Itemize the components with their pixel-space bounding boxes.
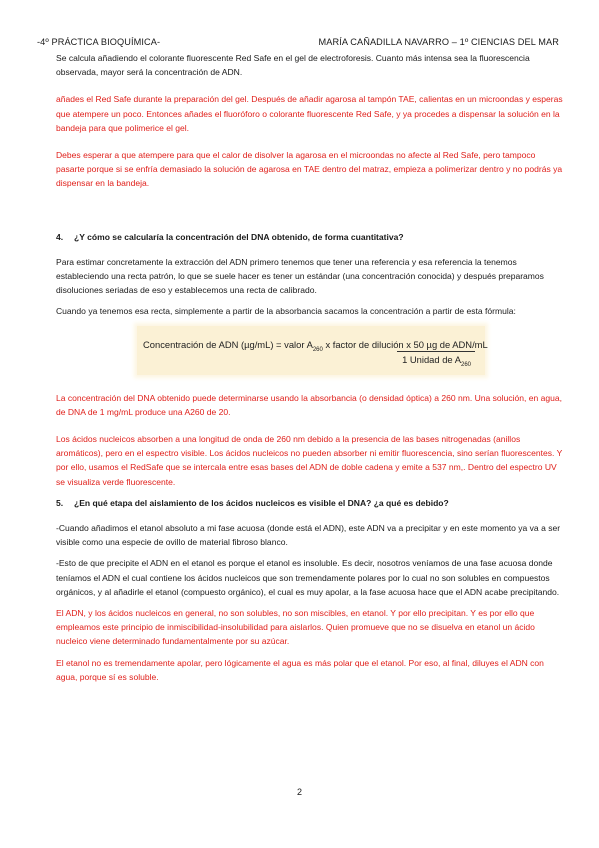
q4-red-paragraph-1: La concentración del DNA obtenido puede determinarse usando la absorbancia (o densidad óptica) a 260 nm. Una solución, en agua, de DNA de 1 mg/mL produce una A260 de 20. [56,392,563,417]
question-4 [56,230,566,244]
formula-numerator: Concentración de ADN (µg/mL) = valor $A_{260}$ x factor de dilución x 50 µg de ADN/mL [143,338,488,353]
question-5 [56,496,566,510]
question-4-number: 4. [56,231,64,242]
intro-paragraph: Se calcula añadiendo el colorante fluorescente Red Safe en el gel de electroforesis. Cuanto más intensa sea la fluorescencia observada, mayor será la concentración de ADN. [56,53,530,78]
question-5-number: 5. [56,497,64,508]
q4-paragraph-1: Para estimar concretamente la extracción del ADN primero tenemos que tener una referencia y esa referencia la tenemos estableciendo una recta patrón, lo que se suele hacer es tener un estándar (una concentración conocida) y después preparamos disoluciones seriadas de eso y establecemos una recta de calibrado. [56,256,544,296]
q5-red-paragraph-1: El ADN, y los ácidos nucleicos en general, no son solubles, no son miscibles, en etanol. Y por ello precipitan. Y es por ello que empleamos este principio de inmiscibilidad-insolubilidad para aislarlos. Quien promueve que no se disuelva en etanol un ácido nucleico viene determinado fundamentalmente por su azúcar. [56,608,535,647]
concentration-formula [137,326,488,375]
header-author: MARÍA CAÑADILLA NAVARRO – 1º CIENCIAS DEL MAR [318,37,559,47]
formula-denominator: 1 Unidad de $A_{260}$ [402,353,471,368]
q5-paragraph-1: -Cuando añadimos el etanol absoluto a mi fase acuosa (donde está el ADN), este ADN va a precipitar y en este momento ya va a ser visible como una especie de ovillo de material fibroso blanco. [56,523,561,548]
page-number: 2 [296,787,302,797]
q4-red-paragraph-2: Los ácidos nucleicos absorben a una longitud de onda de 260 nm debido a la presencia de las bases nitrogenadas (anillos aromáticos), pero en el espectro visible. Los ácidos nucleicos no pueden absorber ni emitir fluorescencia, sino serían fluorescentes. Y por ello, usamos el RedSafe que se intercala entre esas bases del ADN de doble cadena y emite a 537 nm,. Dentro del espectro UV se visualiza verde fluorescente. [56,434,563,487]
answer-temper-paragraph: Debes esperar a que atempere para que el calor de disolver la agarosa en el microondas no afecte al Red Safe, pero tampoco pasarte porque si se enfría demasiado la solución de agarosa en TAE dentro del matraz, empieza a polimerizar dentro y no podrás ya dispensar en la bandeja. [56,150,563,189]
question-4-text: ¿Y cómo se calcularía la concentración del DNA obtenido, de forma cuantitativa? [74,231,404,242]
q4-paragraph-2: Cuando ya tenemos esa recta, simplemente a partir de la absorbancia sacamos la concentración a partir de esta fórmula: [56,306,516,317]
q5-paragraph-2: -Esto de que precipite el ADN en el etanol es porque el etanol es insoluble. Es decir, nosotros veníamos de una fase acuosa donde teníamos el ADN el cual contiene los ácidos nucleicos que son tremendamente polares por lo cual no son solubles en compuestos orgánicos, y al añadirle el etanol (compuesto orgánico), el cual es muy apolar, a la fase acuosa hace que el ADN acabe precipitando. [56,558,560,597]
question-5-text: ¿En qué etapa del aislamiento de los ácidos nucleicos es visible el DNA? ¿a qué es debido? [74,497,449,508]
q5-red-paragraph-2: El etanol no es tremendamente apolar, pero lógicamente el agua es más polar que el etanol. Por eso, al final, diluyes el ADN con agua, porque sí es soluble. [56,657,544,682]
document-body [56,51,566,691]
header-course: -4º PRÁCTICA BIOQUÍMICA- [37,37,161,47]
answer-red-safe-paragraph: añades el Red Safe durante la preparación del gel. Después de añadir agarosa al tampón TAE, calientas en un microondas y esperas que atempere un poco. Entonces añades el fluoróforo o colorante fluorescente Red Safe, y ya procedes a dispensar la solución en la bandeja para que polimerice el gel. [56,94,563,133]
formula-fraction-bar [397,351,475,352]
